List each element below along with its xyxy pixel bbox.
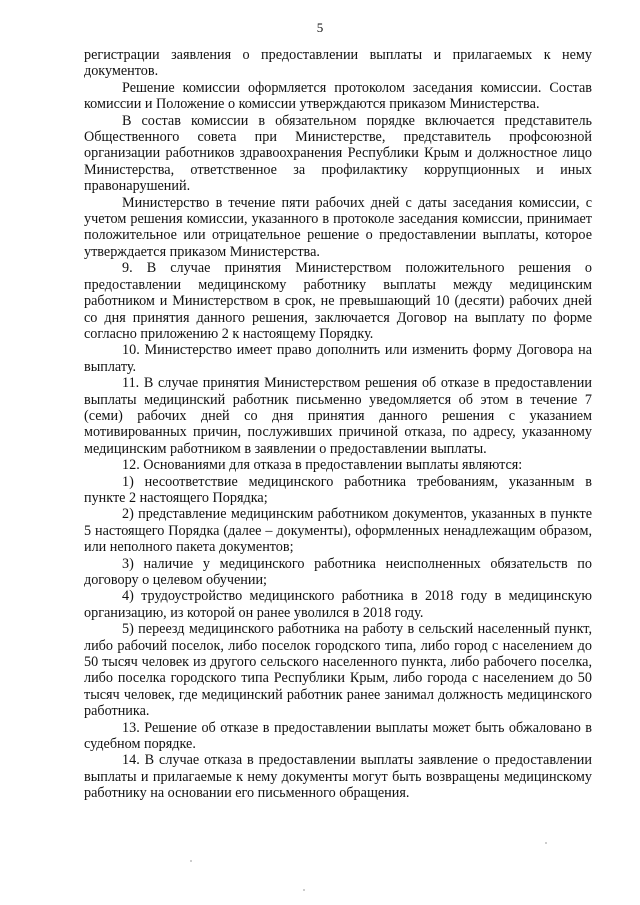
paragraph-item-11: 11. В случае принятия Министерством решения об отказе в предоставлении выплаты медицинский работник письменно уведомляется об этом в течение 7 (семи) рабочих дней со дня принятия данного решения с указанием мотивированных причин, послуживших причиной отказа, по адресу, указанному медицинским работником в заявлении о предоставлении выплаты. (84, 375, 592, 457)
scan-speck (303, 889, 305, 891)
paragraph-subitem-3: 3) наличие у медицинского работника неисполненных обязательств по договору о целевом обучении; (84, 555, 592, 588)
paragraph-item-10: 10. Министерство имеет право дополнить или изменить форму Договора на выплату. (84, 342, 592, 375)
paragraph-subitem-1: 1) несоответствие медицинского работника требованиям, указанным в пункте 2 настоящего Порядка; (84, 473, 592, 506)
paragraph-subitem-2: 2) представление медицинским работником документов, указанных в пункте 5 настоящего Порядка (далее – документы), оформленных ненадлежащим образом, или неполного пакета документов; (84, 506, 592, 556)
paragraph-continuation: регистрации заявления о предоставлении выплаты и прилагаемых к нему документов. (84, 47, 592, 80)
document-body (84, 47, 592, 802)
paragraph-item-13: 13. Решение об отказе в предоставлении выплаты может быть обжаловано в судебном порядке. (84, 719, 592, 753)
paragraph-commission-composition: В состав комиссии в обязательном порядке включается представитель Общественного совета при Министерстве, представитель профсоюзной организации работников здравоохранения Республики Крым и должностное лицо Министерства, ответственное за профилактику коррупционных и иных правонарушений. (84, 112, 592, 195)
paragraph-commission-decision: Решение комиссии оформляется протоколом заседания комиссии. Состав комиссии и Положение о комиссии утверждаются приказом Министерства. (84, 79, 592, 113)
paragraph-subitem-5: 5) переезд медицинского работника на работу в сельский населенный пункт, либо рабочий поселок, либо поселок городского типа, либо город с населением до 50 тысяч человек из другого сельского населенного пункта, либо рабочего поселка, либо поселка городского типа Республики Крым, либо города с населением до 50 тысяч человек, где медицинский работник ранее занимал должность медицинского работника. (84, 621, 592, 720)
paragraph-item-9: 9. В случае принятия Министерством положительного решения о предоставлении медицинскому работнику выплаты между медицинским работником и Министерством в срок, не превышающий 10 (десяти) рабочих дней со дня принятия данного решения, заключается Договор на выплату по форме согласно приложению 2 к настоящему Порядку. (84, 260, 592, 342)
paragraph-ministry-decision: Министерство в течение пяти рабочих дней с даты заседания комиссии, с учетом решения комиссии, указанного в протоколе заседания комиссии, принимает положительное или отрицательное решение о предоставлении выплаты, которое утверждается приказом Министерства. (84, 194, 592, 260)
paragraph-item-14: 14. В случае отказа в предоставлении выплаты заявление о предоставлении выплаты и прилагаемые к нему документы могут быть возвращены медицинскому работнику на основании его письменного обращения. (84, 752, 592, 802)
paragraph-item-12: 12. Основаниями для отказа в предоставлении выплаты являются: (122, 457, 523, 474)
scan-speck (545, 842, 547, 844)
page-number: 5 (316, 20, 324, 35)
paragraph-subitem-4: 4) трудоустройство медицинского работника в 2018 году в медицинскую организацию, из которой он ранее уволился в 2018 году. (84, 588, 592, 621)
scan-speck (190, 860, 192, 862)
